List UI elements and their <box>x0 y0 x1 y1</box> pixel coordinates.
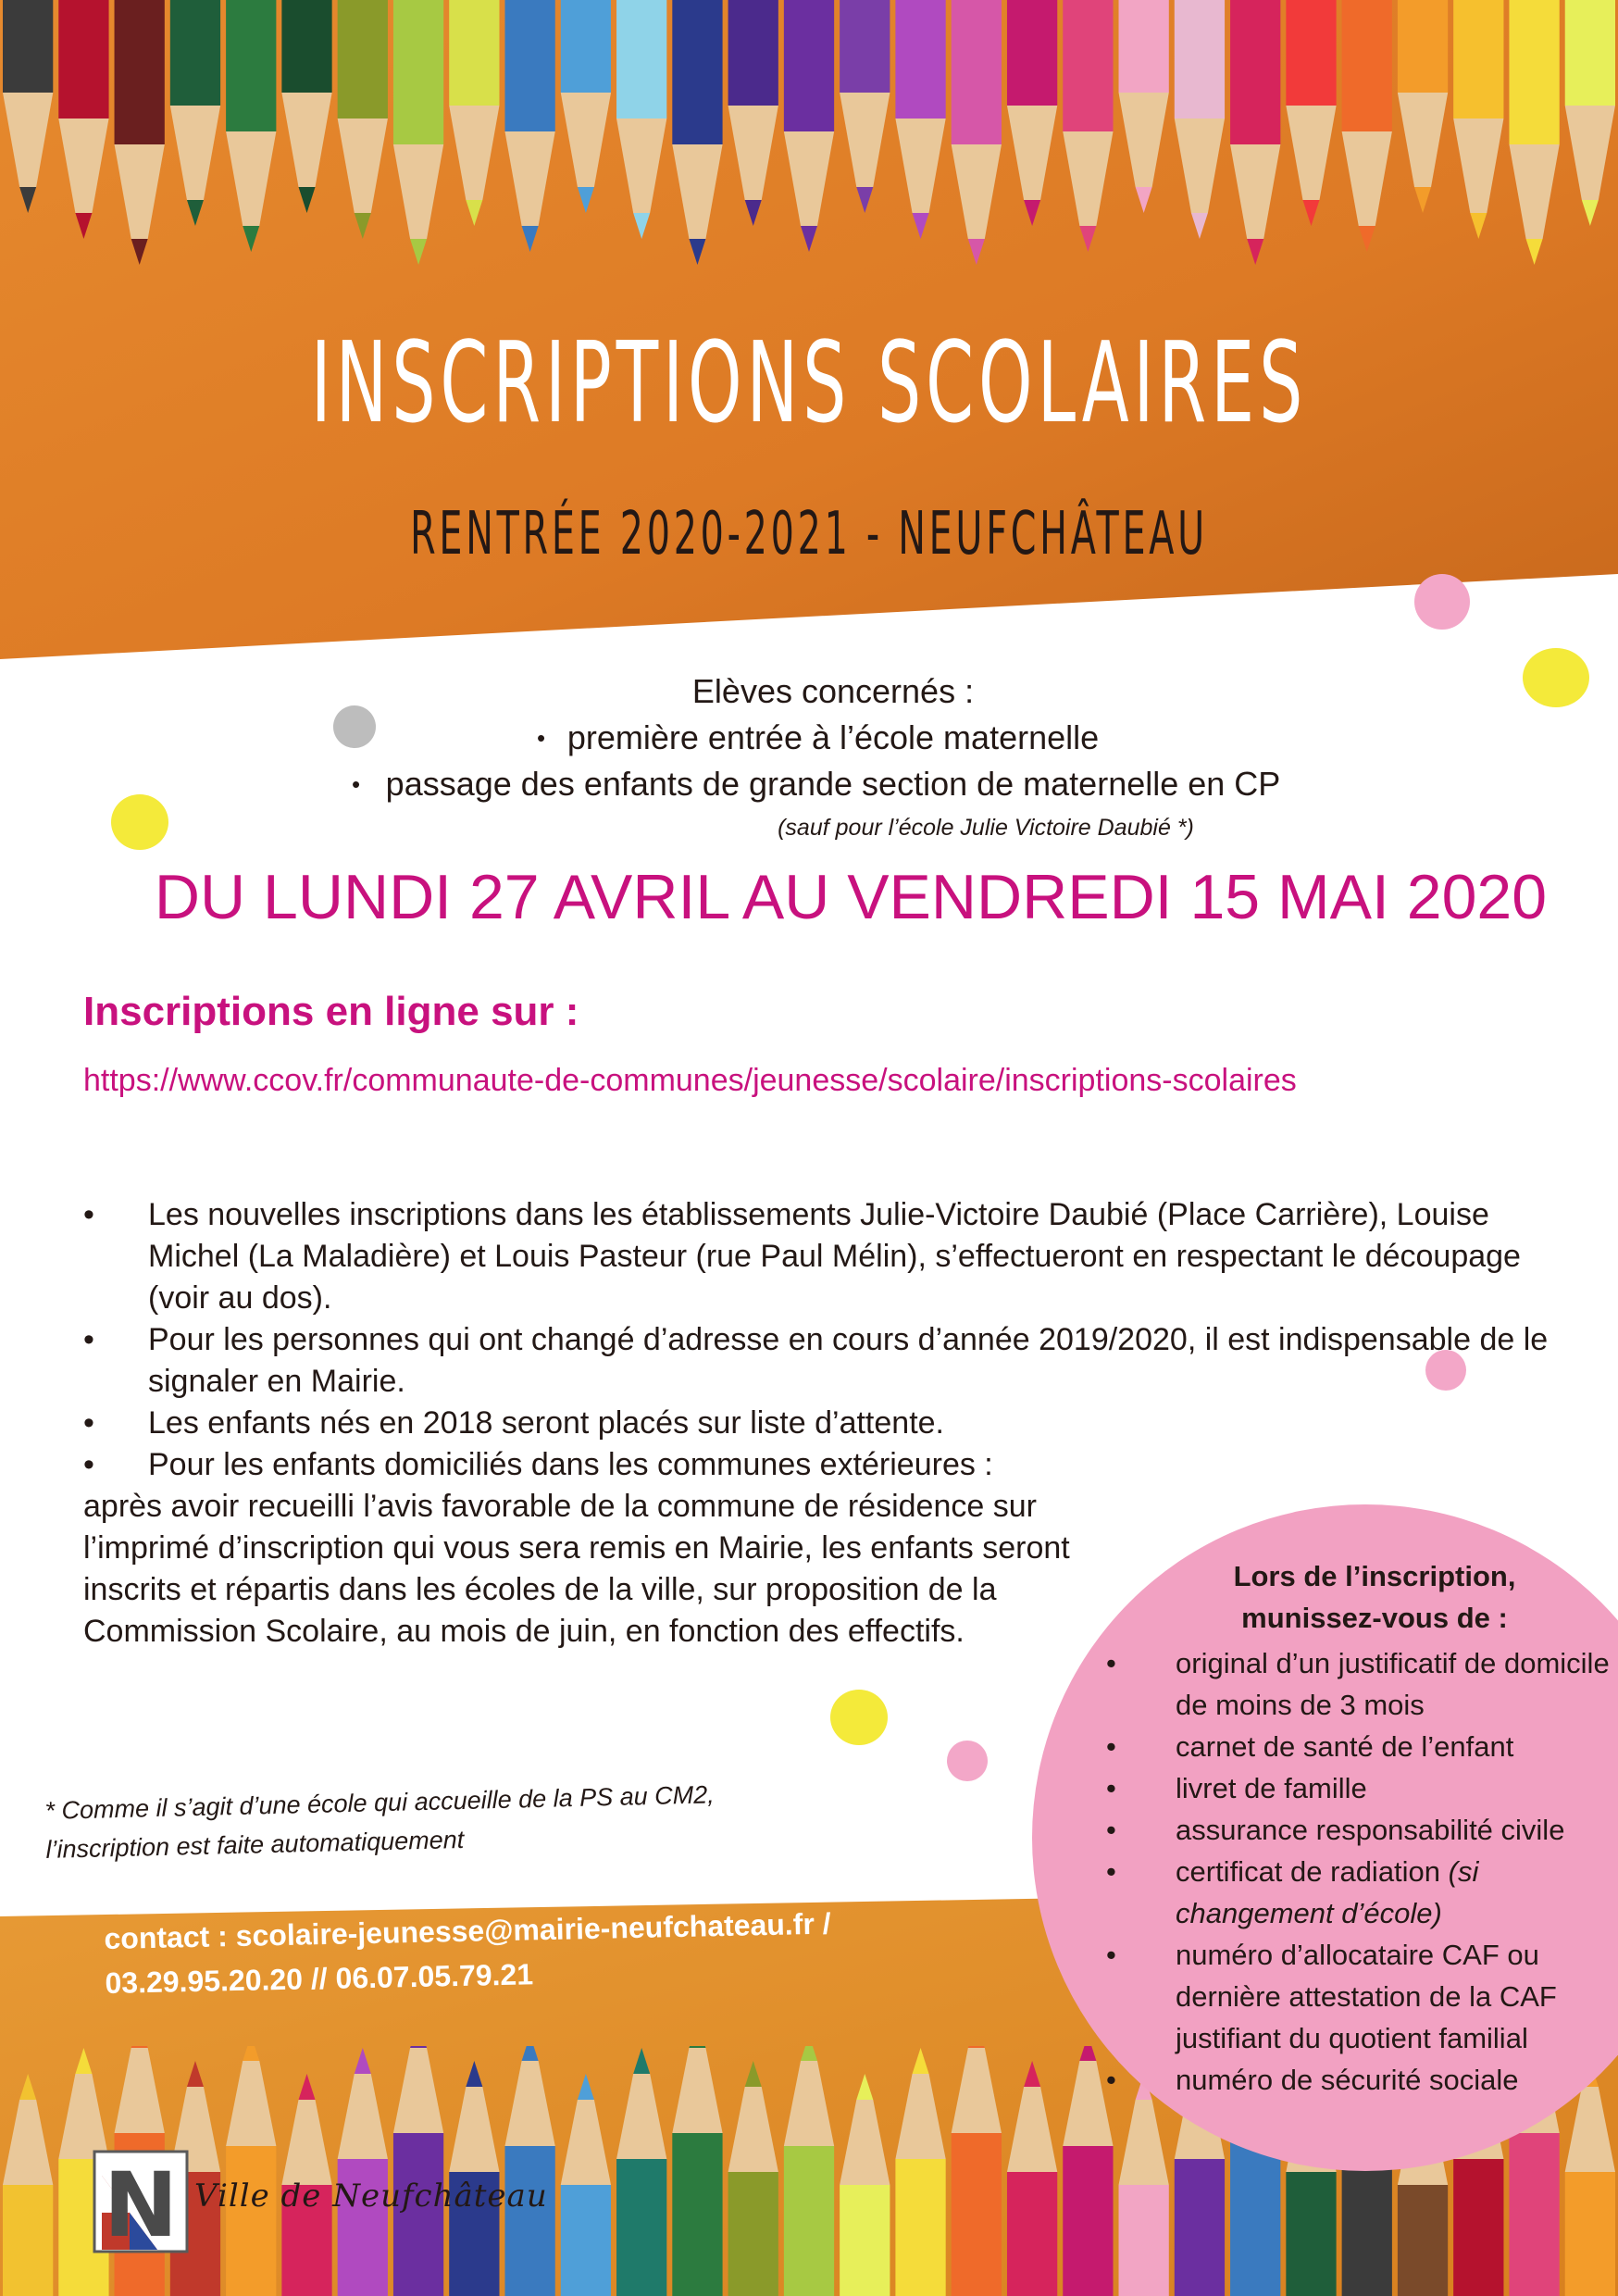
rule-item: • Pour les enfants domiciliés dans les communes extérieures : <box>83 1444 1583 1486</box>
rule-item: • Pour les personnes qui ont changé d’adresse en cours d’année 2019/2020, il est indispensable de le signaler en Mairie. <box>83 1319 1583 1403</box>
document-item: • original d’un justificatif de domicile de moins de 3 mois <box>1092 1642 1611 1726</box>
pencil <box>1230 0 1280 265</box>
footnote <box>44 1775 716 1869</box>
pencil <box>281 0 331 213</box>
students-item: • passage des enfants de grande section de maternelle en CP <box>278 761 1388 807</box>
pencil <box>728 2061 778 2296</box>
students-item: • première entrée à l’école maternelle <box>278 715 1388 761</box>
pencil <box>504 2046 554 2296</box>
pencil <box>1509 0 1559 265</box>
document-item-text: certificat de radiation <box>1176 1855 1441 1888</box>
pencil <box>840 2074 890 2296</box>
students-concerned <box>278 668 1388 848</box>
document-item: • numéro d’allocataire CAF ou dernière attestation de la CAF justifiant du quotient familial <box>1092 1934 1611 2059</box>
rule-item: • Les nouvelles inscriptions dans les établissements Julie-Victoire Daubié (Place Carrière), Louise Michel (La Maladière) et Louis Pasteur (rue Paul Mélin), s’effectueront en respectant le découpage (voir au dos). <box>83 1194 1583 1319</box>
pencil <box>1342 0 1392 252</box>
document-item: • livret de famille <box>1092 1767 1611 1809</box>
pencil <box>1175 0 1225 239</box>
pencil <box>561 2074 611 2296</box>
pencil <box>1119 2074 1169 2296</box>
pencil <box>616 0 666 239</box>
yellow-dot <box>111 794 168 850</box>
document-item-note: (si changement d’école) <box>1176 1855 1479 1929</box>
pencil <box>672 2046 722 2296</box>
online-url-link[interactable]: https://www.ccov.fr/communaute-de-communes/jeunesse/scolaire/inscriptions-scolaires <box>83 1063 1297 1098</box>
contact-info <box>104 1902 832 2005</box>
pencil <box>672 0 722 265</box>
pencil <box>784 2046 834 2296</box>
documents-title <box>1092 1555 1611 1639</box>
pencil <box>1119 0 1169 213</box>
pink-dot <box>1414 574 1470 630</box>
students-note: (sauf pour l’école Julie Victoire Daubié *) <box>778 815 1194 841</box>
pencil <box>170 0 220 226</box>
rule-continuation: après avoir recueilli l’avis favorable de la commune de résidence sur l’imprimé d’inscription qui vous sera remis en Mairie, les enfants seront inscrits et répartis dans les écoles de la ville, sur proposition de la Commission Scolaire, au mois de juin, en fonction des effectifs. <box>83 1489 1070 1649</box>
pencil <box>3 2074 53 2296</box>
pencil <box>952 0 1002 265</box>
pencil <box>895 0 945 239</box>
pencil <box>338 0 388 239</box>
yellow-dot <box>1523 648 1589 707</box>
pencil <box>115 0 165 265</box>
logo-text: Ville de Neufchâteau <box>194 2177 548 2215</box>
online-heading: Inscriptions en ligne sur : <box>83 989 579 1034</box>
footnote-line: l’inscription est faite automatiquement <box>45 1825 465 1864</box>
students-heading: Elèves concernés : <box>691 672 975 710</box>
logo-letter: N <box>103 2153 179 2257</box>
pencil <box>504 0 554 252</box>
pencil <box>393 0 443 265</box>
pencil <box>1398 0 1448 213</box>
pencil <box>58 0 108 239</box>
pink-dot <box>947 1741 988 1781</box>
pencil <box>895 2048 945 2296</box>
footnote-line: * Comme il s’agit d’une école qui accueille de la PS au CM2, <box>44 1780 716 1825</box>
rule-item: • Les enfants nés en 2018 seront placés sur liste d’attente. <box>83 1403 1583 1444</box>
pencil <box>561 0 611 213</box>
pencil <box>449 0 499 226</box>
document-item: • assurance responsabilité civile <box>1092 1809 1611 1851</box>
pencil <box>1063 0 1113 252</box>
page-subtitle: RENTRÉE 2020-2021 - NEUFCHÂTEAU <box>410 500 1208 568</box>
pencil <box>1453 0 1503 239</box>
document-item <box>1092 1851 1611 1934</box>
documents-title-line: munissez-vous de : <box>1241 1602 1508 1634</box>
pencil <box>1286 0 1336 226</box>
document-item: • carnet de santé de l’enfant <box>1092 1726 1611 1767</box>
top-pencil-row <box>0 0 1618 287</box>
page-title: INSCRIPTIONS SCOLAIRES <box>310 319 1308 448</box>
contact-phones: 03.29.95.20.20 // 06.07.05.79.21 <box>105 1957 534 2000</box>
pencil <box>784 0 834 252</box>
pencil <box>728 0 778 226</box>
contact-email[interactable]: contact : scolaire-jeunesse@mairie-neufchateau.fr / <box>104 1906 831 1955</box>
document-item: • numéro de sécurité sociale <box>1092 2059 1611 2101</box>
pencil <box>952 2046 1002 2296</box>
documents-list <box>1092 1555 1611 2101</box>
pencil <box>1007 2061 1057 2296</box>
pencil <box>1007 0 1057 226</box>
pencil <box>840 0 890 213</box>
registration-dates: DU LUNDI 27 AVRIL AU VENDREDI 15 MAI 2020 <box>154 862 1548 932</box>
documents-title-line: Lors de l’inscription, <box>1233 1560 1516 1592</box>
pencil <box>226 0 276 252</box>
pencil <box>616 2048 666 2296</box>
pencil <box>1565 0 1615 226</box>
yellow-dot <box>830 1690 888 1745</box>
pencil <box>3 0 53 213</box>
